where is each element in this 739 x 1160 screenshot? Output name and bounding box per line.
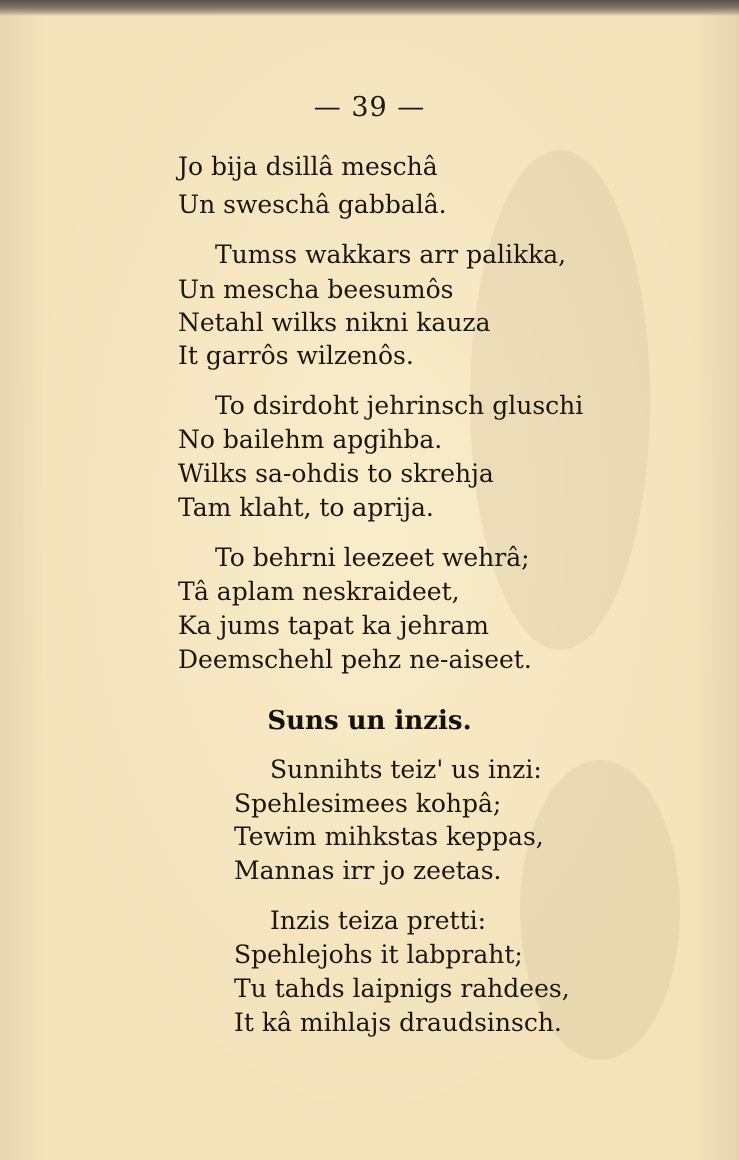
poem-line: Un sweschâ gabbalâ. [178,190,447,219]
poem-line: Tewim mihkstas keppas, [234,822,544,851]
poem-line: Tu tahds laipnigs rahdees, [234,974,570,1003]
poem-line: To behrni leezeet wehrâ; [215,543,530,572]
poem-line: It garrôs wilzenôs. [178,341,414,370]
poem-line: Inzis teiza pretti: [270,906,487,935]
poem-line: Deemschehl pehz ne-aiseet. [178,645,532,674]
poem-line: Mannas irr jo zeetas. [234,856,502,885]
poem-line: Sunnihts teiz' us inzi: [270,755,542,784]
poem-line: Tumss wakkars arr palikka, [215,240,567,269]
poem-line: Tâ aplam neskraideet, [178,577,460,606]
poem-line: Tam klaht, to aprija. [178,493,434,522]
poem-line: Jo bija dsillâ meschâ [178,152,438,181]
poem-line: Spehlejohs it labpraht; [234,940,523,969]
page-top-edge [0,0,739,16]
poem-title: Suns un inzis. [267,706,472,736]
poem-line: Spehlesimees kohpâ; [234,789,502,818]
poem-line: To dsirdoht jehrinsch gluschi [215,391,584,420]
poem-line: Wilks sa-ohdis to skrehja [178,459,494,488]
poem-line: No bailehm apgihba. [178,425,443,454]
poem-line: Ka jums tapat ka jehram [178,611,489,640]
poem-line: It kâ mihlajs draudsinsch. [234,1008,562,1037]
page-number: — 39 — [313,92,426,123]
poem-line: Netahl wilks nikni kauza [178,308,491,337]
poem-line: Un mescha beesumôs [178,275,454,304]
